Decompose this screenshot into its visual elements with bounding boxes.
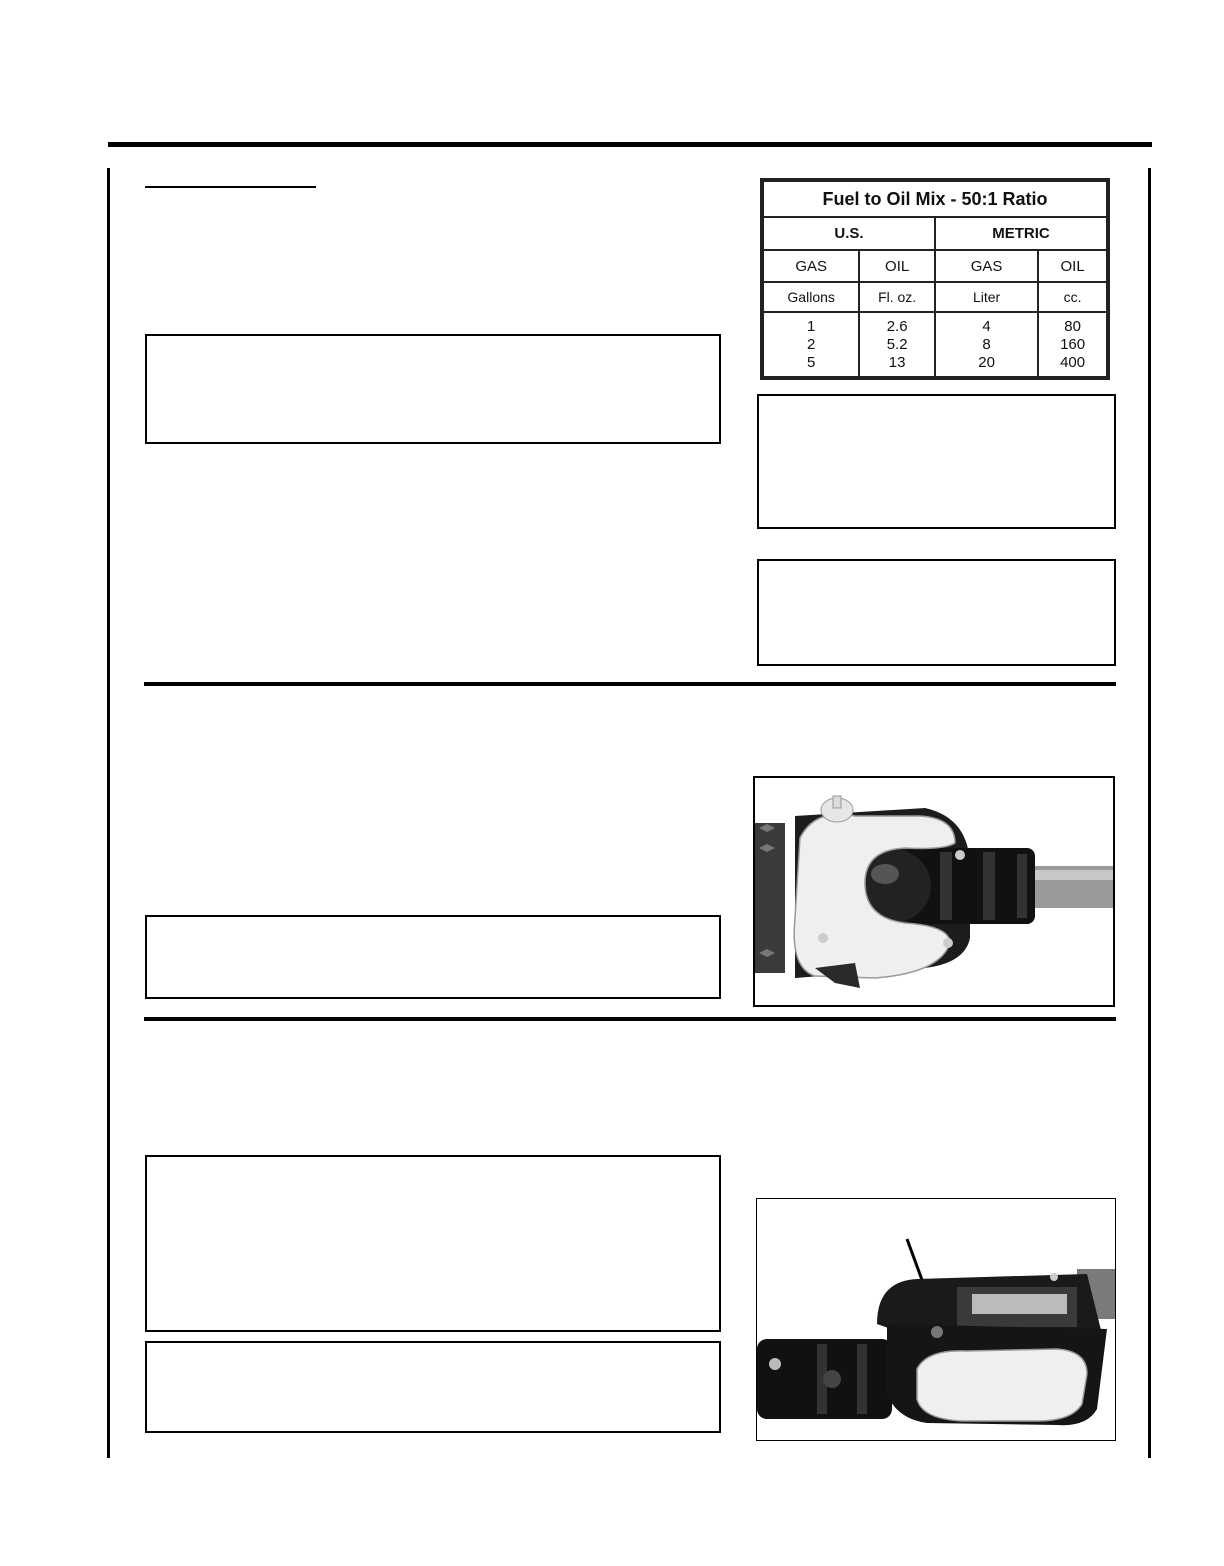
cell-value: 80 — [1064, 317, 1081, 335]
cell-value: 13 — [888, 353, 906, 371]
header-metric-gas: GAS — [935, 250, 1038, 282]
note-box-2 — [757, 559, 1116, 666]
unit-fl-oz: Fl. oz. — [859, 282, 935, 312]
caution-box-4 — [145, 1341, 721, 1433]
unit-gallons: Gallons — [763, 282, 859, 312]
cell-value: 160 — [1060, 335, 1086, 353]
top-rule — [108, 142, 1152, 147]
cell-value: 5.2 — [886, 335, 908, 353]
unit-cc: cc. — [1038, 282, 1107, 312]
cell-value: 400 — [1060, 353, 1086, 371]
section-divider-1 — [144, 682, 1116, 686]
values-liter — [935, 312, 1038, 377]
header-us-gas: GAS — [763, 250, 859, 282]
caution-box-1 — [145, 334, 721, 444]
table-title: Fuel to Oil Mix - 50:1 Ratio — [763, 181, 1107, 217]
header-us-oil: OIL — [859, 250, 935, 282]
unit-liter: Liter — [935, 282, 1038, 312]
values-gallons — [763, 312, 859, 377]
oil-adjuster-photo — [756, 1198, 1116, 1441]
caution-box-2 — [145, 915, 721, 999]
values-cc — [1038, 312, 1107, 377]
group-metric: METRIC — [935, 217, 1107, 250]
cell-value: 4 — [982, 317, 991, 335]
right-margin-rule — [1148, 168, 1151, 1458]
cell-value: 2 — [806, 335, 816, 353]
note-box-1 — [757, 394, 1116, 529]
caution-box-3 — [145, 1155, 721, 1332]
oil-adjuster-illustration — [757, 1199, 1115, 1440]
fuel-mix-table — [760, 178, 1110, 380]
values-fl-oz — [859, 312, 935, 377]
header-metric-oil: OIL — [1038, 250, 1107, 282]
cell-value: 1 — [806, 317, 816, 335]
cell-value: 20 — [978, 353, 995, 371]
cell-value: 8 — [982, 335, 991, 353]
cell-value: 5 — [806, 353, 816, 371]
section-divider-2 — [144, 1017, 1116, 1021]
cell-value: 2.6 — [886, 317, 908, 335]
oil-tank-illustration — [755, 778, 1113, 1005]
section-heading-underline — [145, 186, 316, 188]
group-us: U.S. — [763, 217, 935, 250]
oil-tank-photo — [753, 776, 1115, 1007]
left-margin-rule — [107, 168, 110, 1458]
